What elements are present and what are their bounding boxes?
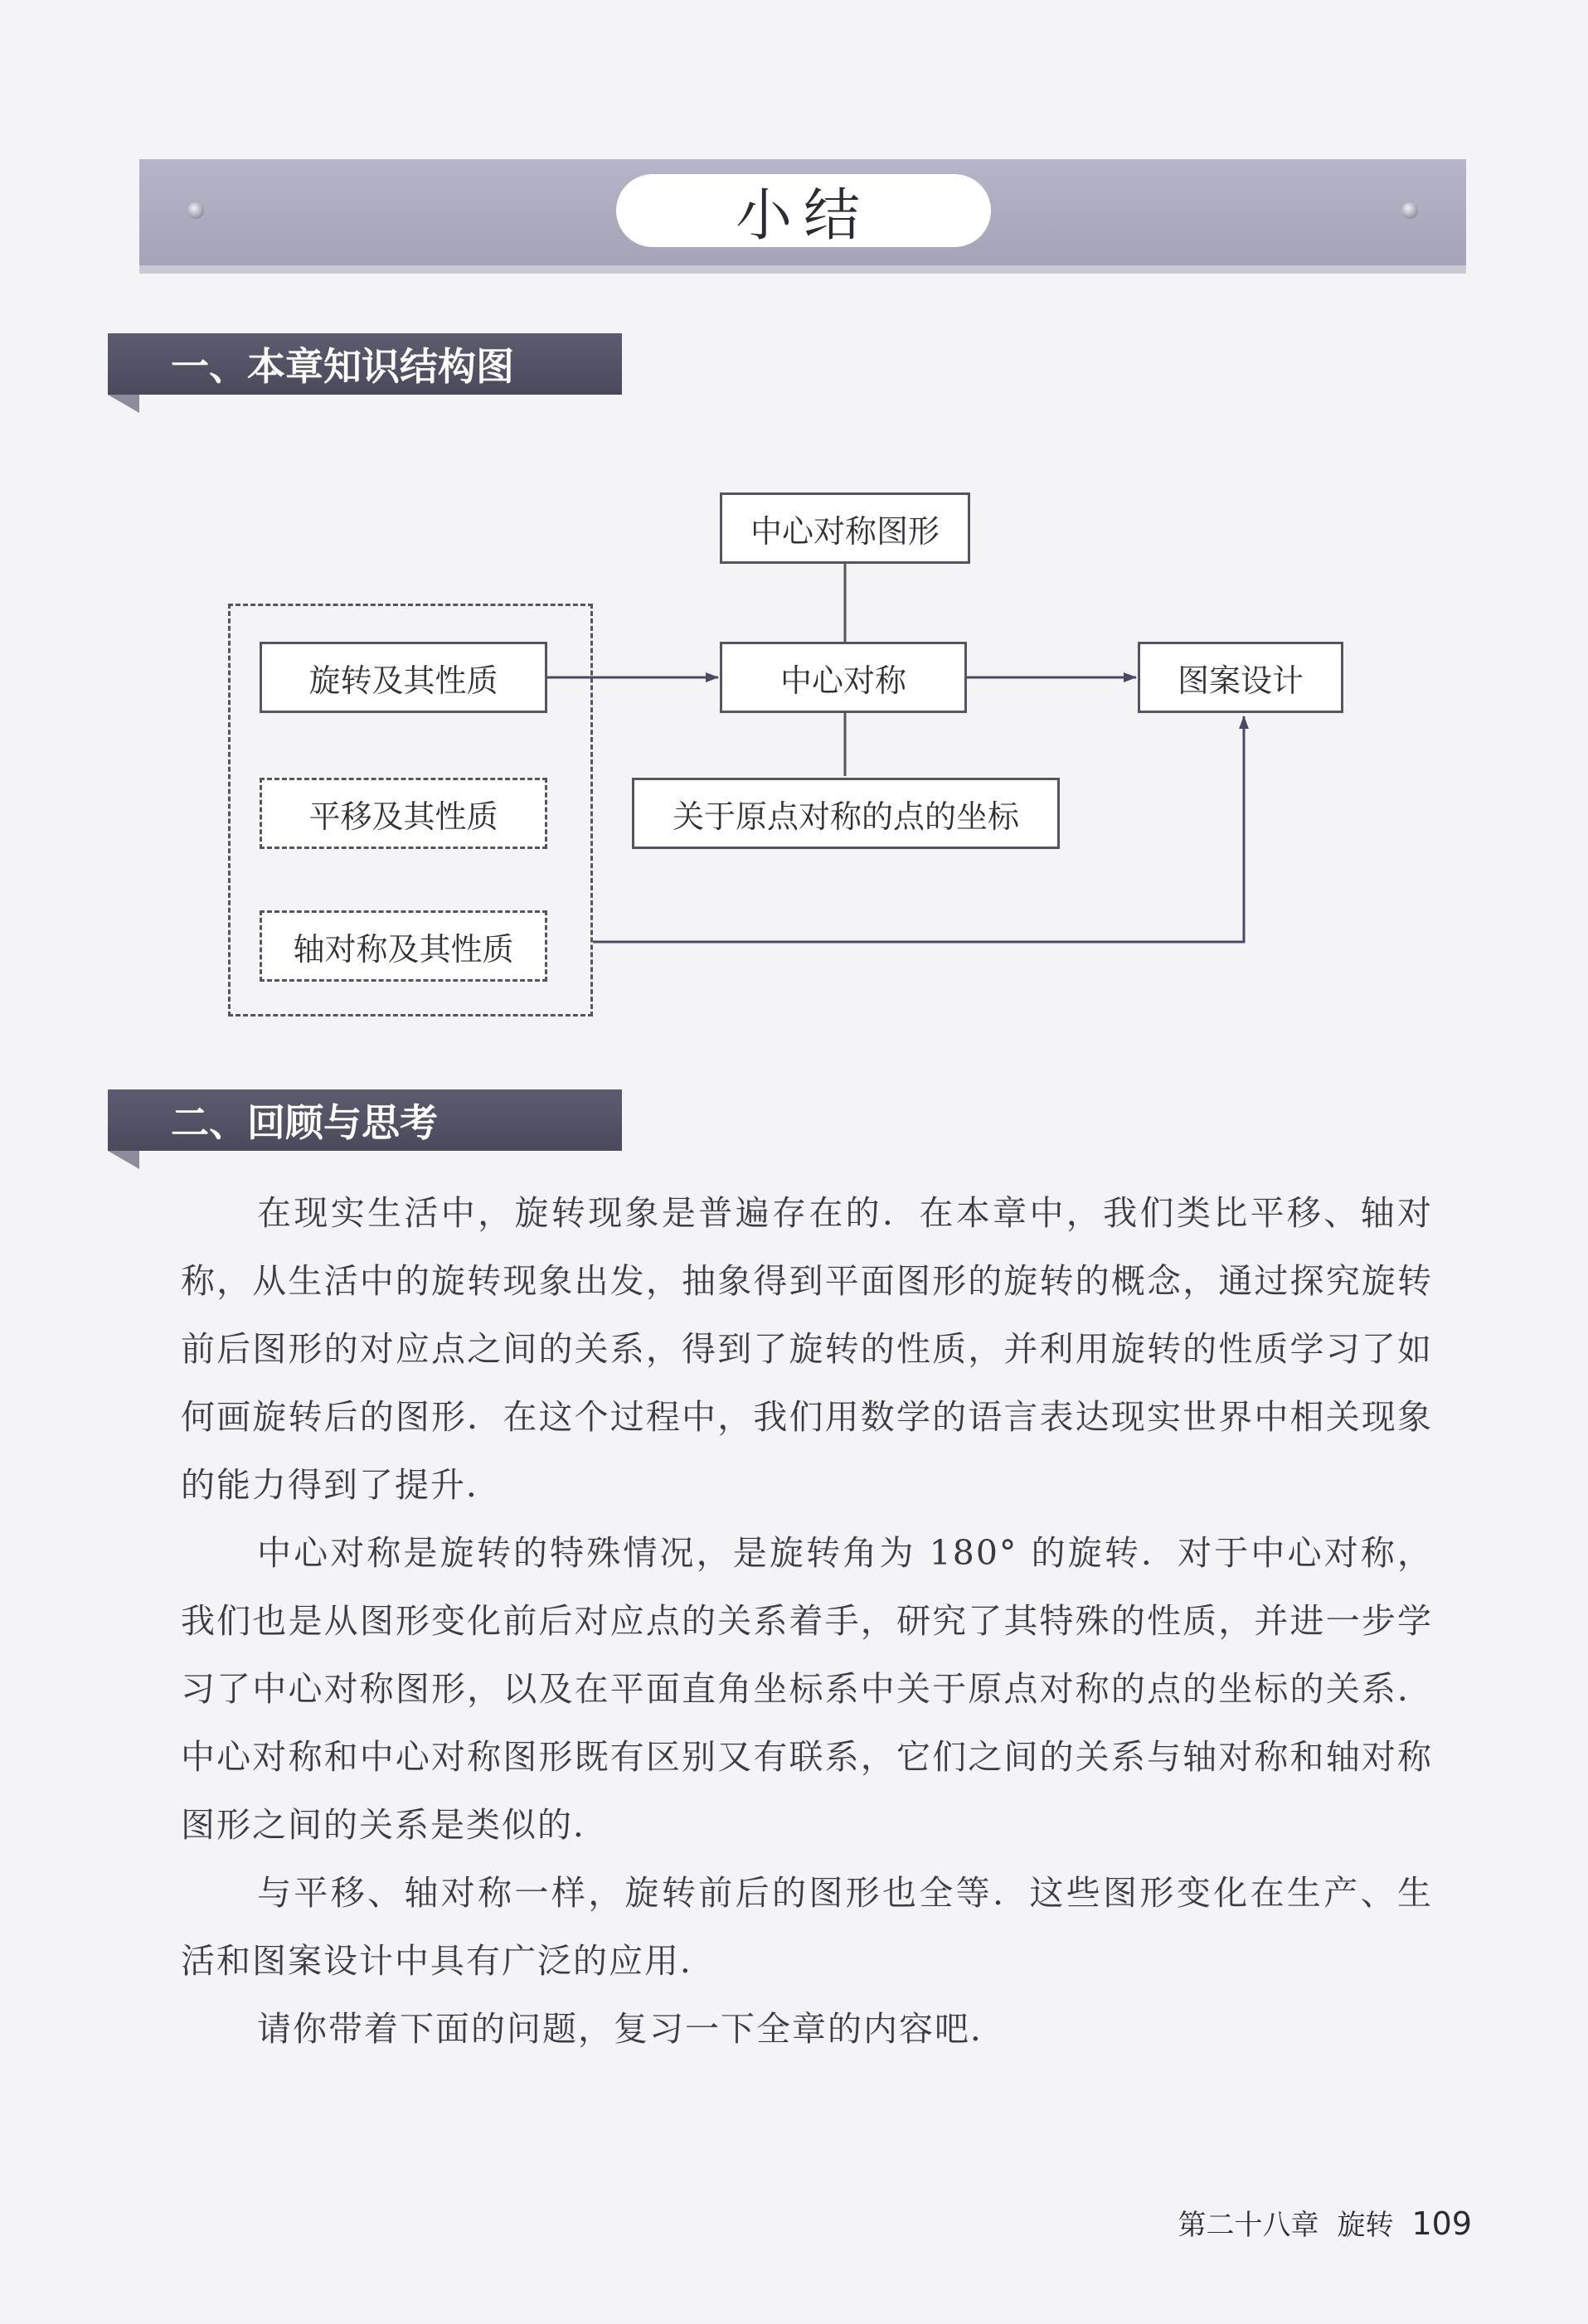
section-heading-review	[108, 1089, 622, 1151]
box-label: 轴对称及其性质	[293, 930, 514, 968]
box-label: 旋转及其性质	[308, 662, 498, 699]
page-title: 小结	[735, 182, 872, 249]
footer-topic: 旋转	[1337, 2209, 1394, 2242]
section-heading-text: 二、回顾与思考	[171, 1100, 438, 1145]
box-label: 平移及其性质	[308, 798, 498, 835]
box-center-symmetry	[720, 642, 967, 713]
footer-chapter: 第二十八章	[1178, 2209, 1319, 2242]
box-label: 中心对称图形	[750, 512, 940, 550]
section-fold-decoration	[108, 1151, 139, 1169]
box-center-symmetric-figure	[720, 492, 970, 564]
review-body	[181, 1179, 1433, 2063]
box-pattern-design	[1138, 642, 1343, 713]
page-footer	[1178, 2202, 1472, 2243]
page-number: 109	[1411, 2205, 1472, 2242]
paragraph: 与平移、轴对称一样，旋转前后的图形也全等．这些图形变化在生产、生活和图案设计中具有广泛的应用．	[181, 1873, 1433, 1981]
box-translation-properties	[260, 778, 547, 849]
box-label: 关于原点对称的点的坐标	[672, 798, 1019, 835]
box-axial-symmetry-properties	[260, 910, 547, 982]
paragraph: 中心对称是旋转的特殊情况，是旋转角为 180° 的旋转．对于中心对称，我们也是从图形变化前后对应点的关系着手，研究了其特殊的性质，并进一步学习了中心对称图形，以及在平面直角坐标系中关于原点对称的点的坐标的关系．中心对称和中心对称图形既有区别又有联系，它们之间的关系与轴对称和轴对称图形之间的关系是类似的．	[181, 1533, 1433, 1845]
paragraph: 在现实生活中，旋转现象是普遍存在的．在本章中，我们类比平移、轴对称，从生活中的旋转现象出发，抽象得到平面图形的旋转的概念，通过探究旋转前后图形的对应点之间的关系，得到了旋转的性质，并利用旋转的性质学习了如何画旋转后的图形．在这个过程中，我们用数学的语言表达现实世界中相关现象的能力得到了提升．	[181, 1193, 1433, 1505]
box-rotation-properties	[260, 642, 547, 713]
box-origin-symmetric-coordinates	[632, 778, 1060, 849]
box-label: 中心对称	[779, 662, 906, 699]
paragraph: 请你带着下面的问题，复习一下全章的内容吧．	[257, 2009, 1006, 2049]
box-label: 图案设计	[1177, 662, 1304, 699]
section-heading-text: 一、本章知识结构图	[171, 344, 514, 389]
